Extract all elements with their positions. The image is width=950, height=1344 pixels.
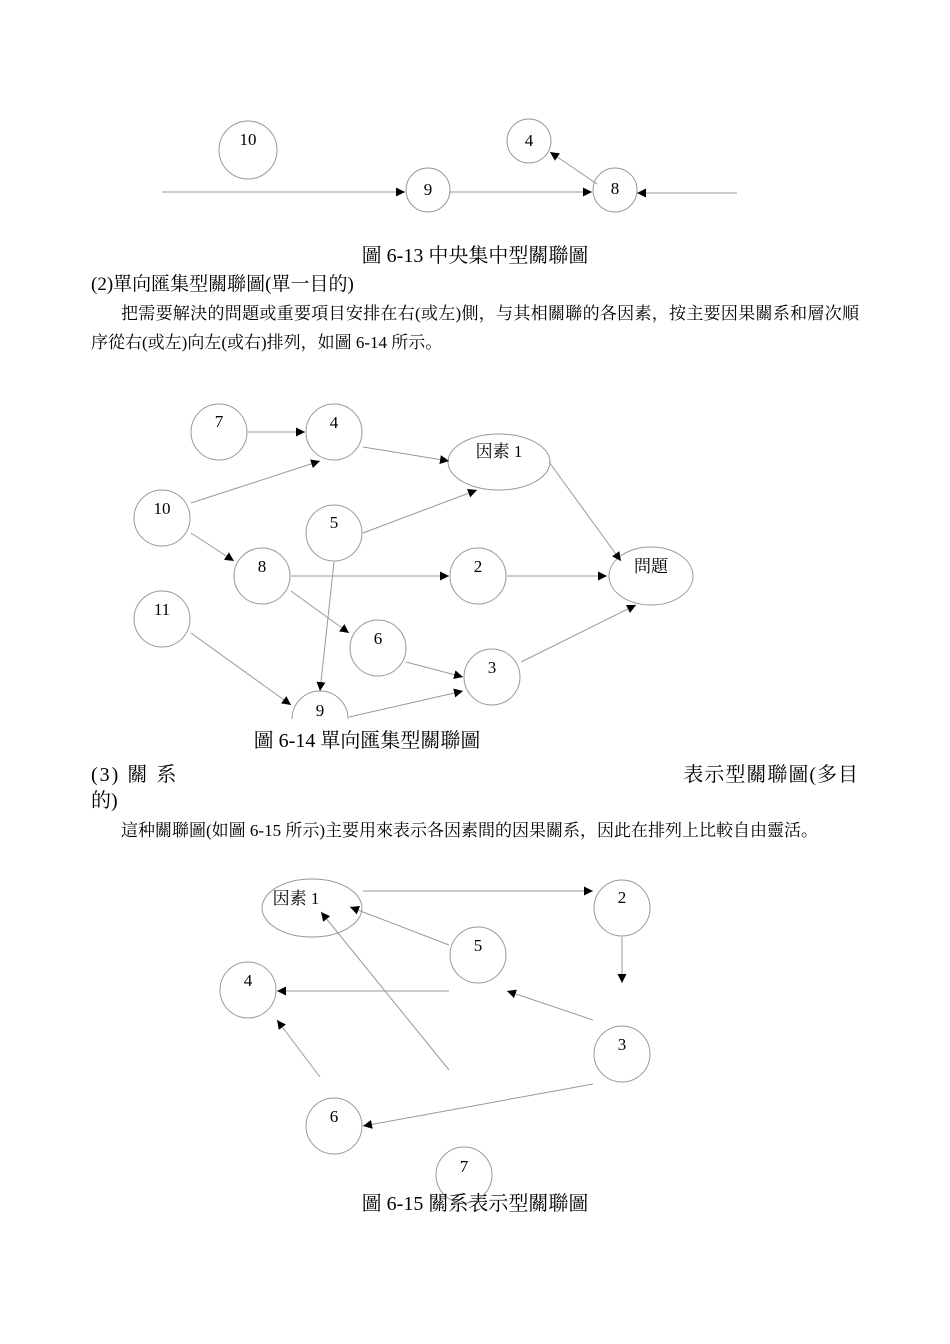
figure-6-14-caption: 圖 6-14 單向匯集型關聯圖 — [253, 730, 481, 752]
node-5 — [450, 927, 506, 983]
svg-text:7: 7 — [214, 412, 224, 431]
section-3-heading-continuation: 的) — [91, 790, 118, 812]
section-3-heading-right: 表示型關聯圖(多目 — [683, 764, 859, 786]
svg-text:6: 6 — [373, 629, 383, 648]
svg-text:8: 8 — [610, 179, 620, 198]
svg-text:10: 10 — [153, 499, 171, 518]
svg-text:問題: 問題 — [634, 557, 668, 576]
svg-text:3: 3 — [487, 658, 497, 677]
svg-text:4: 4 — [329, 413, 339, 432]
svg-text:8: 8 — [257, 557, 267, 576]
svg-text:2: 2 — [617, 888, 627, 907]
figure-6-15-caption: 圖 6-15 關系表示型關聯圖 — [361, 1193, 589, 1215]
svg-text:6: 6 — [329, 1107, 339, 1126]
node-factor-1 — [262, 879, 362, 937]
svg-text:4: 4 — [524, 131, 534, 150]
section-3-heading-left: (3) 關 系 — [91, 764, 179, 786]
arrow-3-to-5 — [507, 991, 593, 1020]
arrow-3-to-6 — [363, 1084, 593, 1126]
svg-text:5: 5 — [473, 936, 483, 955]
section-2-paragraph: 把需要解決的問題或重要項目安排在右(或左)側，与其相關聯的各因素，按主要因果關系和層次順序從右(或左)向左(或右)排列，如圖 6-14 所示。 — [91, 304, 859, 352]
node-2 — [594, 880, 650, 936]
svg-text:10: 10 — [239, 130, 257, 149]
svg-text:3: 3 — [617, 1035, 627, 1054]
node-3 — [594, 1026, 650, 1082]
svg-text:9: 9 — [315, 701, 325, 720]
svg-text:4: 4 — [243, 971, 253, 990]
svg-text:11: 11 — [153, 600, 171, 619]
svg-text:2: 2 — [473, 557, 483, 576]
figure-6-13-caption: 圖 6-13 中央集中型關聯圖 — [361, 245, 589, 267]
svg-text:5: 5 — [329, 513, 339, 532]
svg-text:9: 9 — [423, 180, 433, 199]
node-4 — [220, 962, 276, 1018]
section-2-heading: (2)單向匯集型關聯圖(單一目的) — [91, 274, 354, 295]
svg-text:7: 7 — [459, 1157, 469, 1176]
arrow-6-to-4 — [277, 1020, 320, 1077]
node-6 — [306, 1098, 362, 1154]
arrow-5-to-factor1 — [350, 907, 449, 945]
svg-text:因素 1: 因素 1 — [272, 889, 320, 908]
section-3-paragraph: 這种關聯圖(如圖 6-15 所示)主要用來表示各因素間的因果關系，因此在排列上比較自由靈活。 — [121, 821, 818, 840]
svg-text:因素 1: 因素 1 — [475, 442, 523, 461]
